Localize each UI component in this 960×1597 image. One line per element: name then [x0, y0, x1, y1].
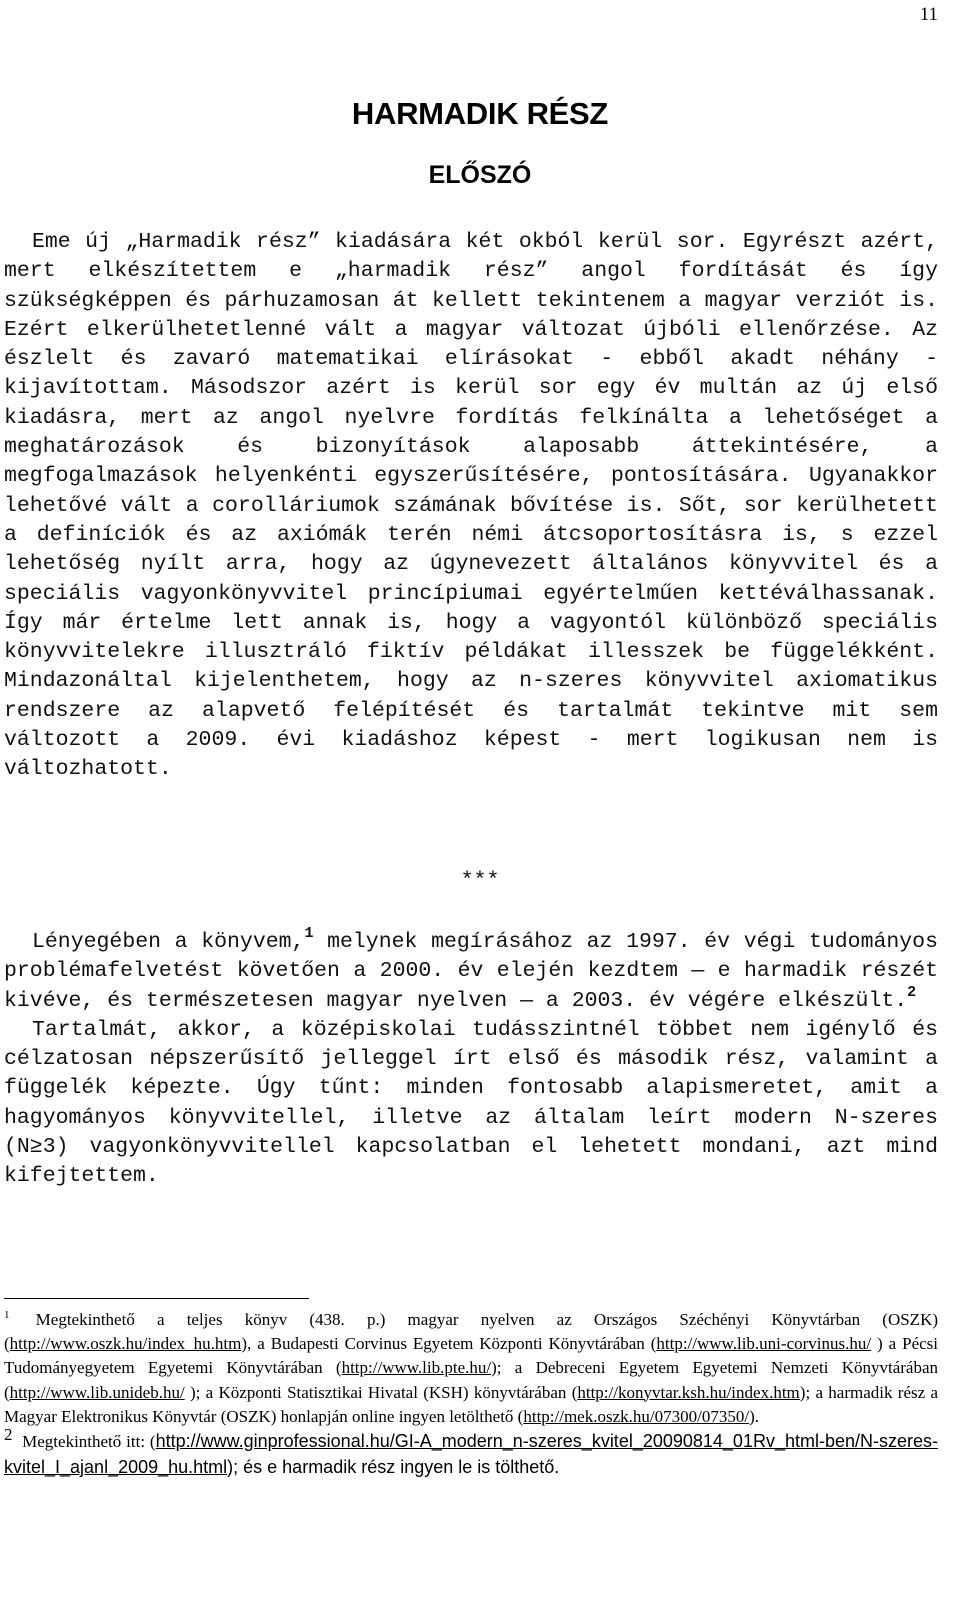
- link-mek[interactable]: http://mek.oszk.hu/07300/07350/: [523, 1406, 750, 1426]
- footnote-1-text: ); a harmadik rész a Magyar Elektronikus Könyvtár (OSZK) honlapján online ingyen letölthető (: [4, 1382, 938, 1426]
- footnote-2-number: 2: [4, 1425, 13, 1445]
- footnote-1-text: ) a Pécsi Tudományegyetem Egyetemi Könyvtárában (: [4, 1334, 939, 1378]
- link-corvinus[interactable]: http://www.lib.uni-corvinus.hu/: [656, 1334, 872, 1354]
- footnote-2-text: Megtekinthető itt: (: [22, 1432, 156, 1452]
- footnote-2-text: ); és e harmadik rész ingyen le is tölthető.: [227, 1456, 560, 1477]
- link-pte[interactable]: http://www.lib.pte.hu/: [341, 1358, 492, 1378]
- link-ksh[interactable]: http://konyvtar.ksh.hu/index.htm: [577, 1382, 800, 1402]
- footnote-ref-1[interactable]: 1: [304, 925, 314, 942]
- footnote-divider: [4, 1298, 309, 1299]
- paragraph-text-3: Tartalmát, akkor, a középiskolai tudásszintnél többet nem igénylő és célzatosan népszerűsítő jelleggel írt első és második rész, valamint a függelék képezte. Úgy tűnt: minden fontosabb alapismeretet, amit a hagyományos könyvvitellel, illetve az általam leírt modern N-szeres (N≥3) vagyonkönyvvitellel kapcsolatban el lehetett mondani, azt mind kifejtettem.: [4, 1017, 938, 1189]
- footnote-1-text: ); a Debreceni Egyetem Egyetemi Nemzeti Könyvtárában (: [4, 1358, 938, 1402]
- preface-title: ELŐSZÓ: [428, 161, 532, 189]
- preface-paragraph-2: [4, 925, 938, 1192]
- footnote-1-text: ), a Budapesti Corvinus Egyetem Központi Könyvtárában (: [241, 1334, 657, 1354]
- paragraph-text-2: [4, 925, 938, 1016]
- page-number: 11: [919, 4, 938, 25]
- footnotes: [4, 1308, 938, 1479]
- link-unideb[interactable]: http://www.lib.unideb.hu/: [9, 1382, 185, 1402]
- footnote-1-number: 1: [4, 1309, 10, 1321]
- link-ginprofessional[interactable]: http://www.ginprofessional.hu/GI-A_modern_n-szeres_kvitel_20090814_01Rv_html-ben/N-szeres-kvitel_I_ajanl_2009_hu.html: [4, 1431, 938, 1477]
- section-separator: ***: [460, 869, 500, 893]
- footnote-2: [4, 1425, 938, 1479]
- part-title: HARMADIK RÉSZ: [351, 96, 609, 131]
- footnote-1-text: ); a Központi Statisztikai Hivatal (KSH) könyvtárában (: [184, 1382, 578, 1402]
- footnote-1-text: Megtekinthető a teljes könyv (438. p.) magyar nyelven az Országos Széchényi Könyvtárban (OSZK) (: [4, 1310, 939, 1354]
- footnote-ref-2[interactable]: 2: [907, 983, 917, 1001]
- link-oszk[interactable]: http://www.oszk.hu/index_hu.htm: [9, 1334, 242, 1354]
- footnote-1: [4, 1308, 938, 1429]
- footnote-1-text: ).: [749, 1406, 759, 1426]
- paragraph-2-start: Lényegében a könyvem,: [32, 930, 305, 954]
- preface-paragraph-1: [4, 228, 938, 785]
- paragraph-2-middle: melynek megírásához az 1997. év végi tudományos problémafelvetést követően a 2000. év elején kezdtem — e harmadik részét kivéve, és természetesen magyar nyelven — a 2003. év végére elkészült.: [4, 930, 938, 1013]
- paragraph-text: Eme új „Harmadik rész” kiadására két okból kerül sor. Egyrészt azért, mert elkészítettem e „harmadik rész” angol fordítását és így szükségképpen és párhuzamosan át kellett tekintenem a magyar verziót is. Ezért elkerülhetetlenné vált a magyar változat újbóli ellenőrzése. Az észlelt és zavaró matematikai elírásokat - ebből akadt néhány - kijavítottam. Másodszor azért is kerül sor egy év multán az új első kiadásra, mert az angol nyelvre fordítás felkínálta a lehetőséget a meghatározások és bizonyítások alaposabb áttekintésére, a megfogalmazások helyenkénti egyszerűsítésére, pontosítására. Ugyanakkor lehetővé vált a corolláriumok számának bővítése is. Sőt, sor kerülhetett a definíciók és az axiómák terén némi átcsoportosításra is, s ezzel lehetőség nyílt arra, hogy az úgynevezett általános könyvvitel és a speciális vagyonkönyvvitel princípiumai egyértelműen kettéválhassanak. Így már értelme lett annak is, hogy a vagyontól különböző speciális könyvvitelekre illusztráló fiktív példákat illesszek be függelékként. Mindazonáltal kijelenthetem, hogy az n-szeres könyvvitel axiomatikus rendszere az alapvető felépítését és tartalmát tekintve mit sem változott a 2009. évi kiadáshoz képest - mert logikusan nem is változhatott.: [4, 230, 938, 782]
